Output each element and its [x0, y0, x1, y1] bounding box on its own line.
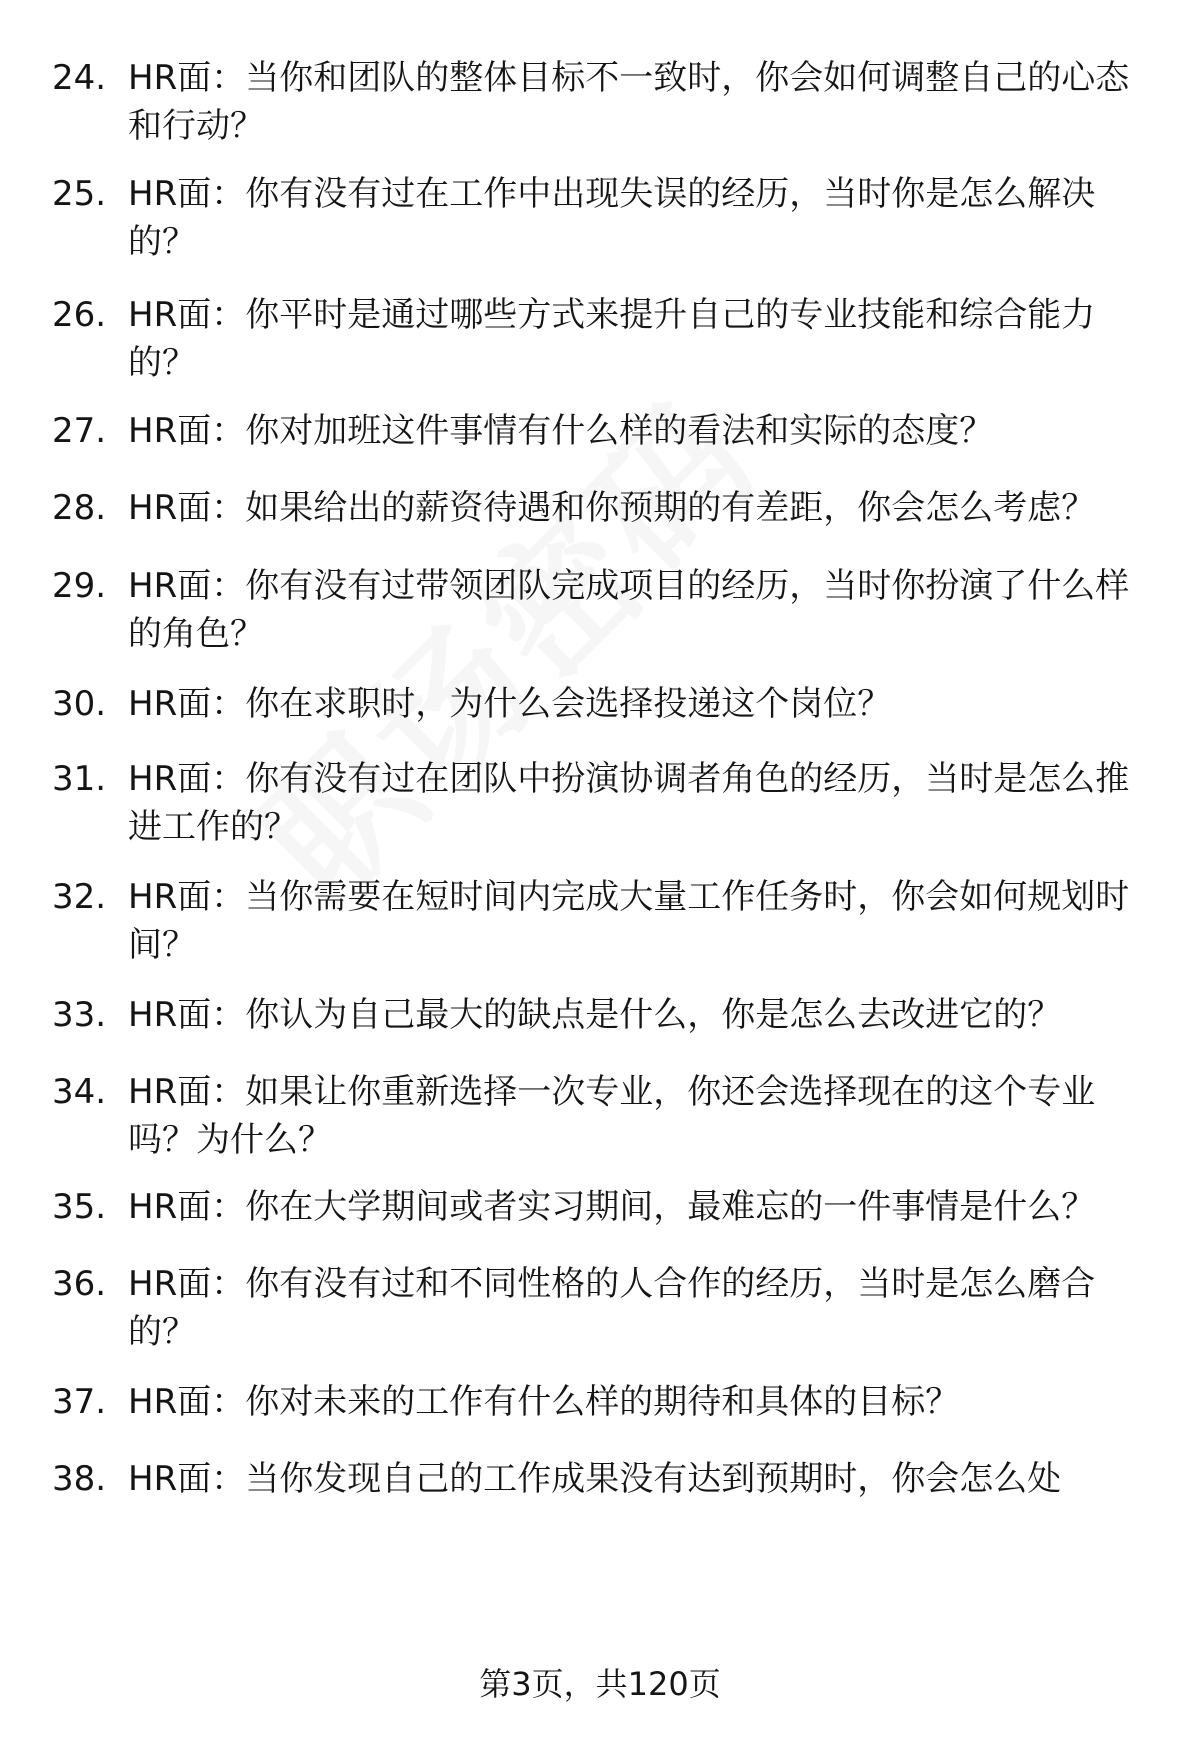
- question-text: HR面：你在大学期间或者实习期间，最难忘的一件事情是什么？: [128, 1187, 1096, 1227]
- question-text: HR面：当你发现自己的工作成果没有达到预期时，你会怎么处: [128, 1459, 1062, 1499]
- question-number: 26.: [52, 295, 107, 335]
- question-text: HR面：当你和团队的整体目标不一致时，你会如何调整自己的心态和行动？: [128, 58, 1130, 146]
- question-text: HR面：你平时是通过哪些方式来提升自己的专业技能和综合能力的？: [128, 295, 1096, 383]
- question-number: 36.: [52, 1264, 107, 1304]
- question-text: HR面：你对加班这件事情有什么样的看法和实际的态度？: [128, 411, 994, 451]
- question-text: HR面：你认为自己最大的缺点是什么，你是怎么去改进它的？: [128, 995, 1062, 1035]
- question-number: 27.: [52, 411, 107, 451]
- question-number: 37.: [52, 1382, 107, 1422]
- question-number: 29.: [52, 566, 107, 606]
- question-text: HR面：如果让你重新选择一次专业，你还会选择现在的这个专业吗？为什么？: [128, 1072, 1096, 1160]
- question-number: 33.: [52, 995, 107, 1035]
- question-text: HR面：你有没有过在工作中出现失误的经历，当时你是怎么解决的？: [128, 174, 1096, 262]
- question-number: 30.: [52, 684, 107, 724]
- question-number: 38.: [52, 1459, 107, 1499]
- question-number: 35.: [52, 1187, 107, 1227]
- question-text: HR面：你有没有过带领团队完成项目的经历，当时你扮演了什么样的角色？: [128, 566, 1130, 654]
- question-number: 32.: [52, 877, 107, 917]
- question-number: 24.: [52, 58, 107, 98]
- question-text: HR面：当你需要在短时间内完成大量工作任务时，你会如何规划时间？: [128, 877, 1130, 965]
- question-text: HR面：你有没有过和不同性格的人合作的经历，当时是怎么磨合的？: [128, 1264, 1096, 1352]
- question-text: HR面：你有没有过在团队中扮演协调者角色的经历，当时是怎么推进工作的？: [128, 759, 1130, 847]
- question-number: 25.: [52, 174, 107, 214]
- question-text: HR面：你在求职时，为什么会选择投递这个岗位？: [128, 684, 892, 724]
- question-number: 28.: [52, 488, 107, 528]
- question-text: HR面：你对未来的工作有什么样的期待和具体的目标？: [128, 1382, 960, 1422]
- question-text: HR面：如果给出的薪资待遇和你预期的有差距，你会怎么考虑？: [128, 488, 1096, 528]
- question-number: 31.: [52, 759, 107, 799]
- question-number: 34.: [52, 1072, 107, 1112]
- page-footer: 第3页，共120页: [479, 1665, 721, 1703]
